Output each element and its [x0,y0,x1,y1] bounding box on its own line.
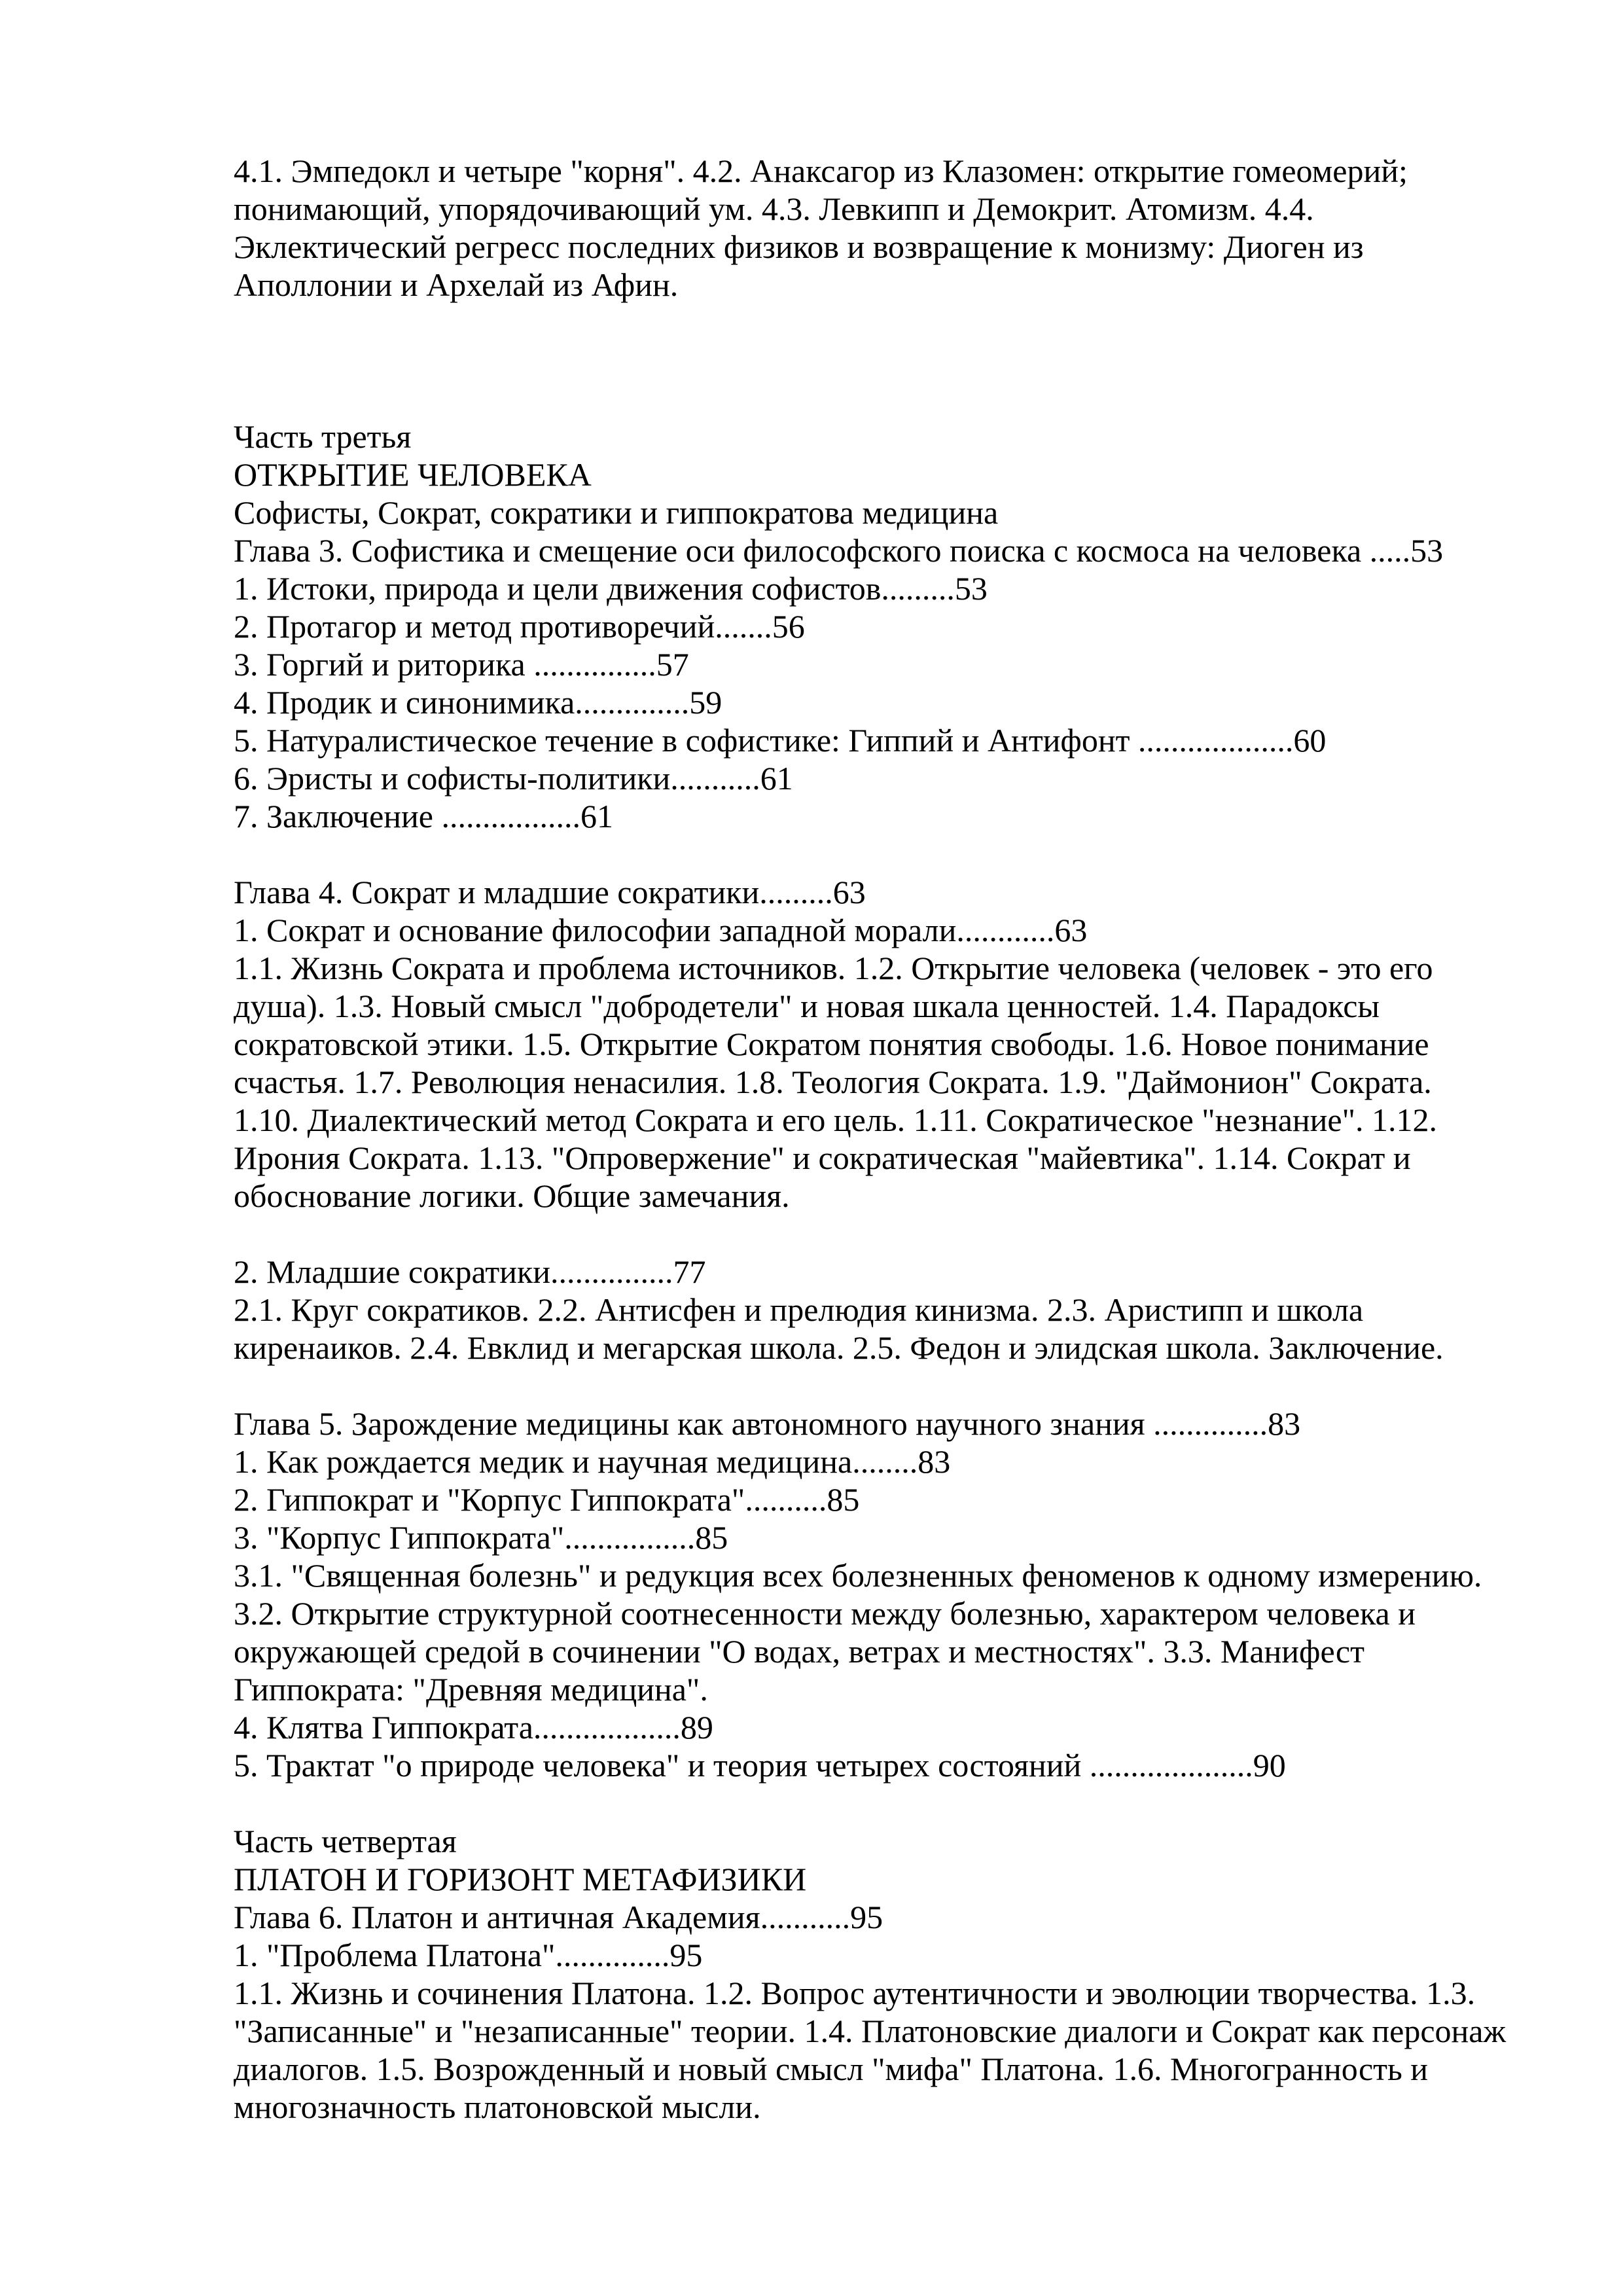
chapter-heading: Глава 4. Сократ и младшие сократики.........63 [234,874,866,910]
summary-line: сократовской этики. 1.5. Открытие Сократом понятия свободы. 1.6. Новое понимание [234,1026,1429,1062]
summary-line: 1.1. Жизнь и сочинения Платона. 1.2. Вопрос аутентичности и эволюции творчества. 1.3. [234,1975,1476,2011]
summary-line: Ирония Сократа. 1.13. "Опровержение" и сократическая "майевтика". 1.14. Сократ и [234,1139,1411,1176]
toc-entry: 3. "Корпус Гиппократа"................85 [234,1519,728,1556]
summary-line: 2.1. Круг сократиков. 2.2. Антисфен и прелюдия кинизма. 2.3. Аристипп и школа [234,1291,1364,1328]
spacer [234,1784,1516,1822]
chapter-4 [234,873,1516,1367]
summary-line: диалогов. 1.5. Возрожденный и новый смысл "мифа" Платона. 1.6. Многогранность и [234,2051,1429,2087]
section-summary [234,949,1516,1215]
summary-line: Гиппократа: "Древняя медицина". [234,1671,708,1708]
chapter-heading: Глава 5. Зарождение медицины как автономного научного знания ..............83 [234,1405,1301,1442]
summary-line: душа). 1.3. Новый смысл "добродетели" и новая шкала ценностей. 1.4. Парадоксы [234,988,1380,1024]
summary-line: счастья. 1.7. Революция ненасилия. 1.8. Теология Сократа. 1.9. "Даймонион" Сократа. [234,1064,1432,1100]
part-title: ПЛАТОН И ГОРИЗОНТ МЕТАФИЗИКИ [234,1861,807,1897]
toc-entry: 2. Младшие сократики...............77 [234,1253,706,1290]
part-three-section [234,418,1516,1784]
intro-paragraph [234,152,1516,304]
chapter-heading: Глава 6. Платон и античная Академия...........95 [234,1899,883,1935]
summary-line: окружающей средой в сочинении "О водах, ветрах и местностях". 3.3. Манифест [234,1633,1364,1670]
toc-entry: 1. Как рождается медик и научная медицина........83 [234,1443,951,1480]
toc-entry: 1. "Проблема Платона"..............95 [234,1937,703,1973]
chapter-5 [234,1405,1516,1784]
summary-line: "Записанные" и "незаписанные" теории. 1.4. Платоновские диалоги и Сократ как персонаж [234,2013,1507,2049]
part-four-section [234,1822,1516,2126]
section-summary [234,1556,1516,1708]
spacer [234,1367,1516,1405]
toc-entry: 1. Истоки, природа и цели движения софистов.........53 [234,570,988,607]
toc-entry: 7. Заключение .................61 [234,798,613,834]
part-label: Часть четвертая [234,1823,457,1859]
chapter-3 [234,531,1516,835]
toc-entry: 2. Гиппократ и "Корпус Гиппократа"..........85 [234,1481,860,1518]
spacer [234,835,1516,873]
toc-entry: 2. Протагор и метод противоречий.......56 [234,608,805,645]
toc-entry: 4. Клятва Гиппократа..................89 [234,1709,713,1746]
summary-line: 3.1. "Священная болезнь" и редукция всех болезненных феноменов к одному измерению. [234,1557,1482,1594]
summary-line: многозначность платоновской мысли. [234,2089,761,2125]
spacer [234,304,1516,418]
part-title: ОТКРЫТИЕ ЧЕЛОВЕКА [234,456,592,493]
summary-line: 3.2. Открытие структурной соотнесенности между болезнью, характером человека и [234,1595,1416,1632]
spacer [234,1215,1516,1253]
section-summary [234,1291,1516,1367]
toc-entry: 6. Эристы и софисты-политики...........61 [234,760,793,797]
part-label: Часть третья [234,418,412,455]
summary-line: 1.10. Диалектический метод Сократа и его цель. 1.11. Сократическое "незнание". 1.12. [234,1102,1438,1138]
intro-line: 4.1. Эмпедокл и четыре "корня". 4.2. Анаксагор из Клазомен: открытие гомеомерий; [234,152,1408,189]
chapter-heading: Глава 3. Софистика и смещение оси философского поиска с космоса на человека .....53 [234,532,1444,569]
summary-line: обоснование логики. Общие замечания. [234,1177,790,1214]
summary-line: 1.1. Жизнь Сократа и проблема источников. 1.2. Открытие человека (человек - это его [234,950,1433,986]
toc-entry: 1. Сократ и основание философии западной морали............63 [234,912,1088,948]
intro-line: понимающий, упорядочивающий ум. 4.3. Левкипп и Демокрит. Атомизм. 4.4. [234,190,1314,227]
toc-entry: 5. Натуралистическое течение в софистике: Гиппий и Антифонт ...................60 [234,722,1327,759]
section-summary [234,1974,1516,2126]
intro-line: Эклектический регресс последних физиков и возвращение к монизму: Диоген из [234,228,1364,265]
document-page [234,152,1516,2126]
toc-entry: 4. Продик и синонимика..............59 [234,684,722,721]
chapter-6 [234,1898,1516,2126]
summary-line: киренаиков. 2.4. Евклид и мегарская школа. 2.5. Федон и элидская школа. Заключение. [234,1329,1444,1366]
intro-line: Аполлонии и Архелай из Афин. [234,266,679,303]
toc-entry: 3. Горгий и риторика ...............57 [234,646,689,683]
part-subtitle: Софисты, Сократ, сократики и гиппократова медицина [234,494,999,531]
toc-entry: 5. Трактат "о природе человека" и теория четырех состояний ....................90 [234,1747,1286,1784]
